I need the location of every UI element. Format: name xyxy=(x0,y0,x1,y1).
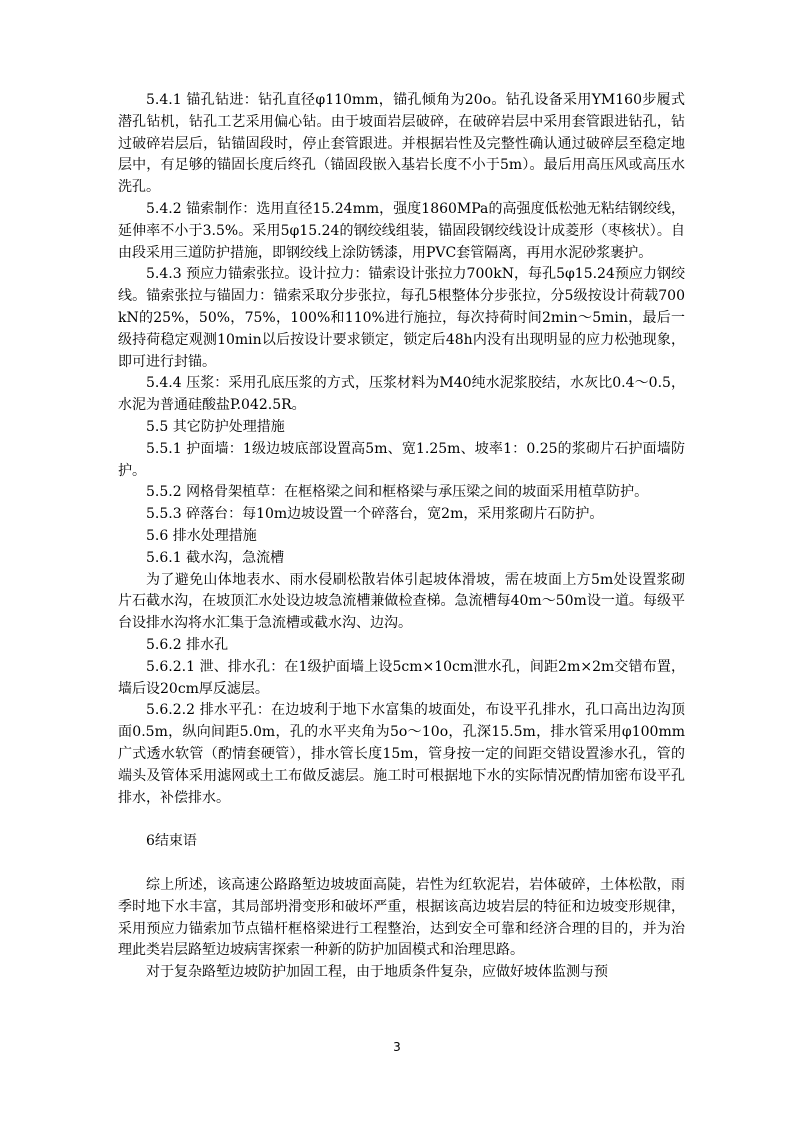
paragraph-5-6-2-1: 5.6.2.1 泄、排水孔：在1级护面墙上设5cm×10cm泄水孔，间距2m×2m交错布置，墙后设20cm厚反滤层。 xyxy=(118,658,685,697)
paragraph-5-4-3: 5.4.3 预应力锚索张拉。设计拉力：锚索设计张拉力700kN，每孔5φ15.24预应力钢绞线。锚索张拉与锚固力：锚索采取分步张拉，每孔5根整体分步张拉，分5级按设计荷载700kN的25%，50%，75%，100%和110%进行施拉，每次持荷时间2min～5min，最后一级持荷稳定观测10min以后按设计要求锁定，锁定后48h内没有出现明显的应力松弛现象，即可进行封锚。 xyxy=(118,266,685,370)
paragraph-5-4-4: 5.4.4 压浆：采用孔底压浆的方式，压浆材料为M40纯水泥浆胶结，水灰比0.4～0.5，水泥为普通硅酸盐P.042.5R。 xyxy=(118,375,685,414)
conclusion-paragraph-1: 综上所述，该高速公路路堑边坡坡面高陡，岩性为红软泥岩，岩体破碎，土体松散，雨季时地下水丰富，其局部坍滑变形和破坏严重，根据该高边坡岩层的特征和边坡变形规律，采用预应力锚索加节点锚杆框格梁进行工程整治，达到安全可靠和经济合理的目的，并为治理此类岩层路堑边坡病害探索一种新的防护加固模式和治理思路。 xyxy=(118,877,685,959)
section-heading-5-6: 5.6 排水处理措施 xyxy=(146,527,257,544)
conclusion-heading: 6结束语 xyxy=(146,833,197,850)
page-content xyxy=(118,90,685,984)
paragraph-5-5-2: 5.5.2 网格骨架植草：在框格梁之间和框格梁与承压梁之间的坡面采用植草防护。 xyxy=(146,484,649,501)
spacer xyxy=(118,853,685,875)
spacer xyxy=(118,809,685,831)
paragraph-5-5-1: 5.5.1 护面墙：1级边坡底部设置高5m、宽1.25m、坡率1：0.25的浆砌片石护面墙防护。 xyxy=(118,440,685,479)
paragraph-interception-ditch: 为了避免山体地表水、雨水侵刷松散岩体引起坡体滑坡，需在坡面上方5m处设置浆砌片石截水沟，在坡顶汇水处设边坡急流槽兼做检查梯。急流槽每40m～50m设一道。每级平台设排水沟将水汇集于急流槽或截水沟、边沟。 xyxy=(118,571,685,632)
subsection-heading-5-6-2: 5.6.2 排水孔 xyxy=(146,636,229,653)
paragraph-5-6-2-2: 5.6.2.2 排水平孔：在边坡利于地下水富集的坡面处，布设平孔排水，孔口高出边沟顶面0.5m，纵向间距5.0m，孔的水平夹角为5o～10o，孔深15.5m，排水管采用φ100mm广式透水软管（酌情套硬管），排水管长度15m，管身按一定的间距交错设置渗水孔，管的端头及管体采用滤网或土工布做反滤层。施工时可根据地下水的实际情况酌情加密布设平孔排水，补偿排水。 xyxy=(118,702,685,806)
subsection-heading-5-6-1: 5.6.1 截水沟，急流槽 xyxy=(146,549,285,566)
conclusion-paragraph-2: 对于复杂路堑边坡防护加固工程，由于地质条件复杂，应做好坡体监测与预 xyxy=(146,964,608,981)
paragraph-5-4-2: 5.4.2 锚索制作：选用直径15.24mm，强度1860MPa的高强度低松弛无粘结钢绞线，延伸率不小于3.5%。采用5φ15.24的钢绞线组装，锚固段钢绞线设计成菱形（枣核状）。自由段采用三道防护措施，即钢绞线上涂防锈漆，用PVC套管隔离，再用水泥砂浆裹护。 xyxy=(118,200,685,261)
paragraph-5-5-3: 5.5.3 碎落台：每10m边坡设置一个碎落台，宽2m，采用浆砌片石防护。 xyxy=(146,506,604,523)
page-number: 3 xyxy=(393,1040,401,1054)
section-heading-5-5: 5.5 其它防护处理措施 xyxy=(146,418,285,435)
paragraph-5-4-1: 5.4.1 锚孔钻进：钻孔直径φ110mm，锚孔倾角为20o。钻孔设备采用YM160步履式潜孔钻机，钻孔工艺采用偏心钻。由于坡面岩层破碎，在破碎岩层中采用套管跟进钻孔，钻过破碎岩层后，钻锚固段时，停止套管跟进。并根据岩性及完整性确认通过破碎层至稳定地层中，有足够的锚固长度后终孔（锚固段嵌入基岩长度不小于5m）。最后用高压风或高压水洗孔。 xyxy=(118,92,685,196)
